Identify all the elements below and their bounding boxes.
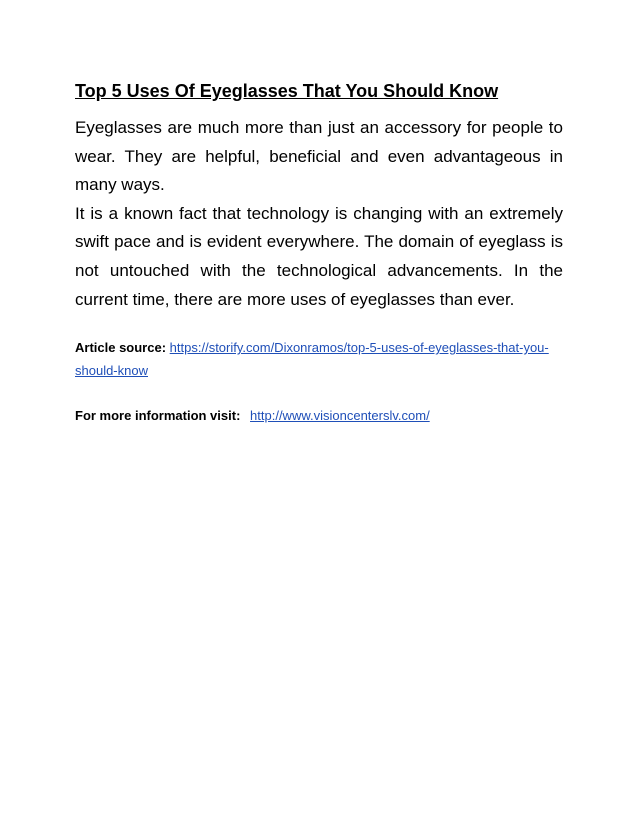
article-source-line [75, 336, 563, 382]
document-page [75, 78, 563, 427]
more-info-label: For more information visit: [75, 408, 241, 424]
technology-paragraph: It is a known fact that technology is changing with an extremely swift pace and is evident everywhere. The domain of eyeglass is not untouched with the technological advancements. In the current time, there are more uses of eyeglasses than ever. [75, 203, 563, 309]
more-info-line [75, 404, 563, 427]
intro-paragraph: Eyeglasses are much more than just an accessory for people to wear. They are helpful, beneficial and even advantageous in many ways. [75, 118, 563, 195]
article-source-link[interactable]: https://storify.com/Dixonramos/top-5-uses-of-eyeglasses-that-you-should-know [75, 340, 549, 379]
more-info-link[interactable]: http://www.visioncenterslv.com/ [250, 408, 430, 424]
document-title: Top 5 Uses Of Eyeglasses That You Should Know [75, 81, 499, 101]
spacer [75, 314, 563, 336]
article-source-label: Article source: [75, 340, 167, 356]
spacer [75, 382, 563, 404]
